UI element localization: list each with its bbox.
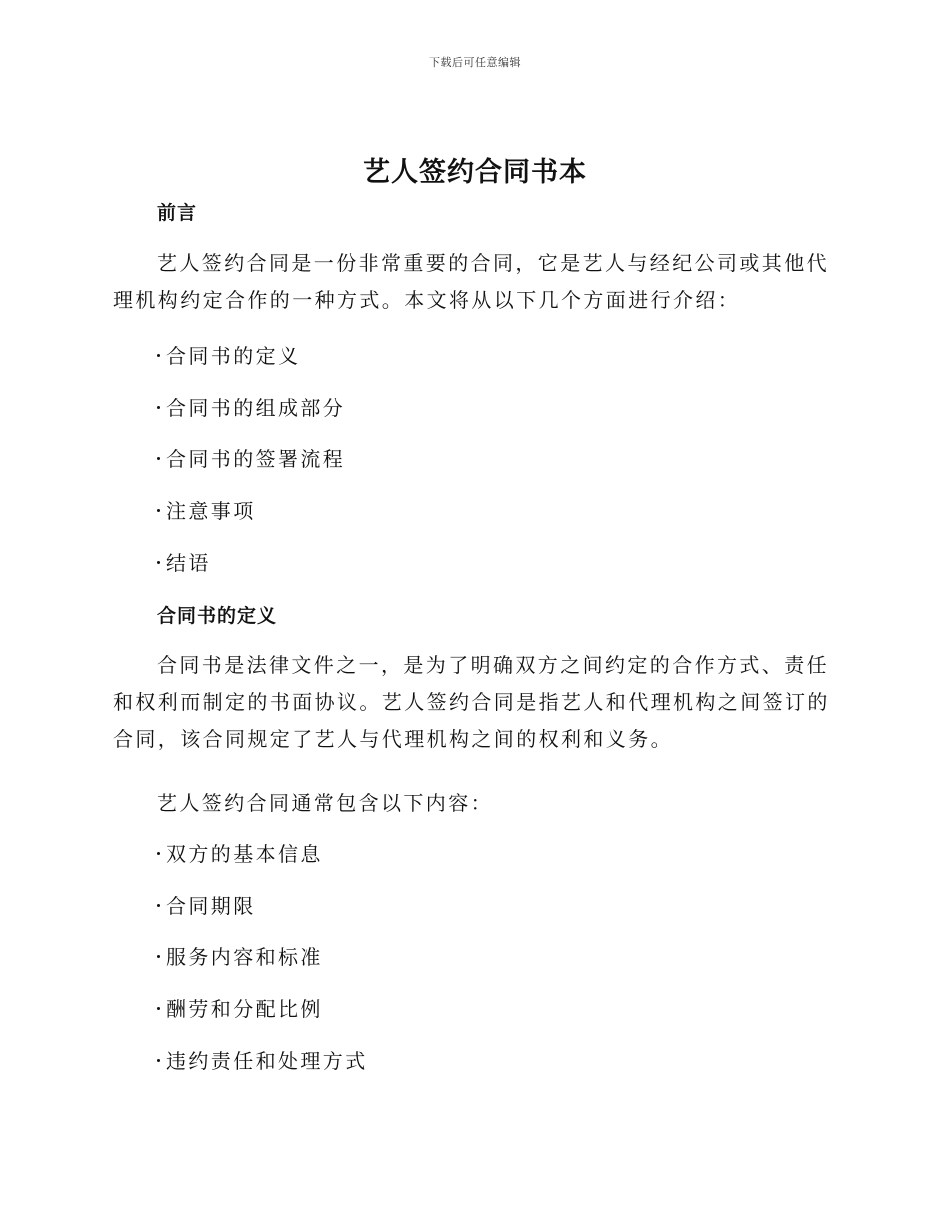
list-item: 合同书的定义 [157, 342, 300, 370]
header-note: 下载后可任意编辑 [429, 56, 521, 69]
list-item: 注意事项 [157, 497, 256, 525]
list-item: 服务内容和标准 [157, 943, 323, 971]
bullet-dot-icon [157, 354, 160, 357]
bullet-dot-icon [157, 1059, 160, 1062]
bullet-dot-icon [157, 561, 160, 564]
bullet-dot-icon [157, 1007, 160, 1010]
bullet-dot-icon [157, 457, 160, 460]
list-item: 结语 [157, 549, 211, 577]
preface-paragraph: 艺人签约合同是一份非常重要的合同，它是艺人与经纪公司或其他代理机构约定合作的一种方式。本文将从以下几个方面进行介绍： [113, 251, 829, 312]
list-item: 违约责任和处理方式 [157, 1047, 368, 1075]
bullet-dot-icon [157, 509, 160, 512]
bullet-dot-icon [157, 904, 160, 907]
list-item: 合同书的组成部分 [157, 394, 345, 422]
section-heading-definition: 合同书的定义 [157, 605, 278, 627]
list-item: 合同书的签署流程 [157, 445, 345, 473]
list-item: 合同期限 [157, 892, 256, 920]
list-item: 双方的基本信息 [157, 840, 323, 868]
list-item: 酬劳和分配比例 [157, 995, 323, 1023]
section-heading-preface: 前言 [157, 202, 198, 224]
bullet-dot-icon [157, 406, 160, 409]
bullet-dot-icon [157, 852, 160, 855]
definition-paragraph: 合同书是法律文件之一，是为了明确双方之间约定的合作方式、责任和权利而制定的书面协议。艺人签约合同是指艺人和代理机构之间签订的合同，该合同规定了艺人与代理机构之间的权利和义务。 [113, 653, 830, 751]
bullet-dot-icon [157, 955, 160, 958]
definition-contents-intro: 艺人签约合同通常包含以下内容： [157, 791, 493, 815]
document-title: 艺人签约合同书本 [363, 157, 587, 188]
